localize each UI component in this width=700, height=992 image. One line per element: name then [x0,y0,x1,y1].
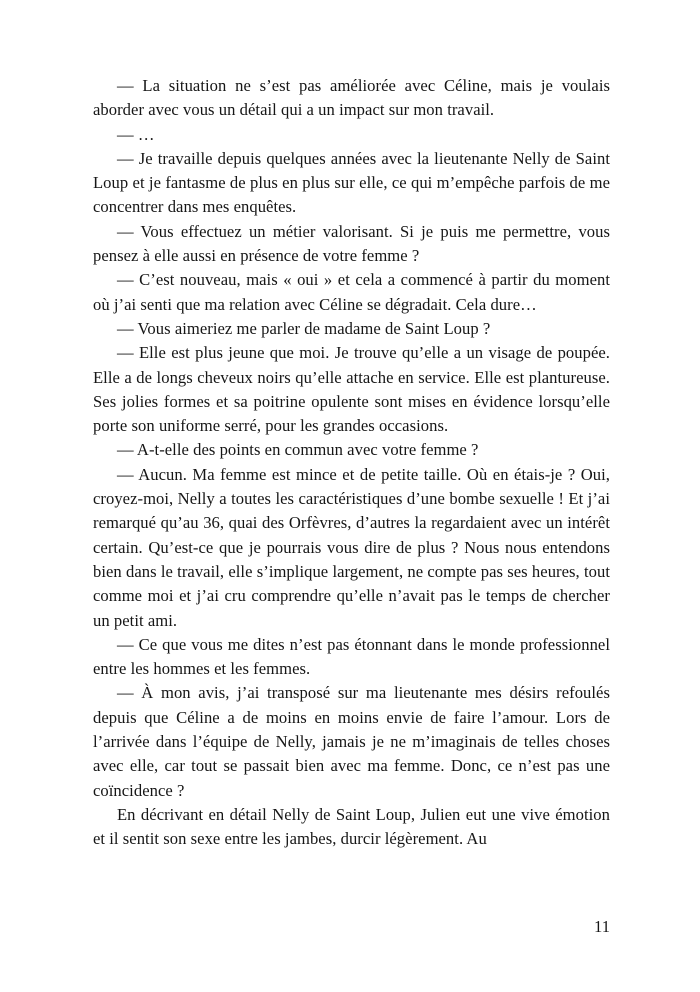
paragraph: — … [117,124,155,144]
paragraph: — À mon avis, j’ai transposé sur ma lieutenante mes désirs refoulés depuis que Céline a de moins en moins envie de faire l’amour. Lors de l’arrivée dans l’équipe de Nelly, jamais je ne m’imaginais de telles choses avec elle, car tout se passait bien avec ma femme. Donc, ce n’est pas une coïncidence ? [93,683,610,800]
paragraph: — Ce que vous me dites n’est pas étonnant dans le monde professionnel entre les hommes et les femmes. [93,634,610,679]
paragraph: — Elle est plus jeune que moi. Je trouve qu’elle a un visage de poupée. Elle a de longs cheveux noirs qu’elle attache en service. Elle est plantureuse. Ses jolies formes et sa poitrine opulente sont mises en évidence lorsqu’elle porte son uniforme serré, pour les grandes occasions. [93,343,610,436]
paragraph: — Vous aimeriez me parler de madame de Saint Loup ? [117,318,491,338]
paragraph: — Je travaille depuis quelques années avec la lieutenante Nelly de Saint Loup et je fantasme de plus en plus sur elle, ce qui m’empêche parfois de me concentrer dans mes enquêtes. [93,148,610,217]
paragraph: En décrivant en détail Nelly de Saint Loup, Julien eut une vive émotion et il sentit son sexe entre les jambes, durcir légèrement. Au [93,804,610,849]
paragraph: — Aucun. Ma femme est mince et de petite taille. Où en étais-je ? Oui, croyez-moi, Nelly a toutes les caractéristiques d’une bombe sexuelle ! Et j’ai remarqué qu’au 36, quai des Orfèvres, d’autres la regardaient avec un intérêt certain. Qu’est-ce que je pourrais vous dire de plus ? Nous nous entendons bien dans le travail, elle s’implique largement, ne compte pas ses heures, tout comme moi et j’ai cru comprendre qu’elle n’avait pas le temps de chercher un petit ami. [93,464,610,630]
page-number: 11 [594,917,610,936]
paragraph: — A-t-elle des points en commun avec votre femme ? [117,440,479,460]
paragraph: — La situation ne s’est pas améliorée avec Céline, mais je voulais aborder avec vous un détail qui a un impact sur mon travail. [93,76,610,120]
paragraph: — Vous effectuez un métier valorisant. Si je puis me permettre, vous pensez à elle aussi en présence de votre femme ? [93,221,610,266]
paragraph: — C’est nouveau, mais « oui » et cela a commencé à partir du moment où j’ai senti que ma relation avec Céline se dégradait. Cela dure… [93,270,610,314]
page-body [93,74,610,852]
